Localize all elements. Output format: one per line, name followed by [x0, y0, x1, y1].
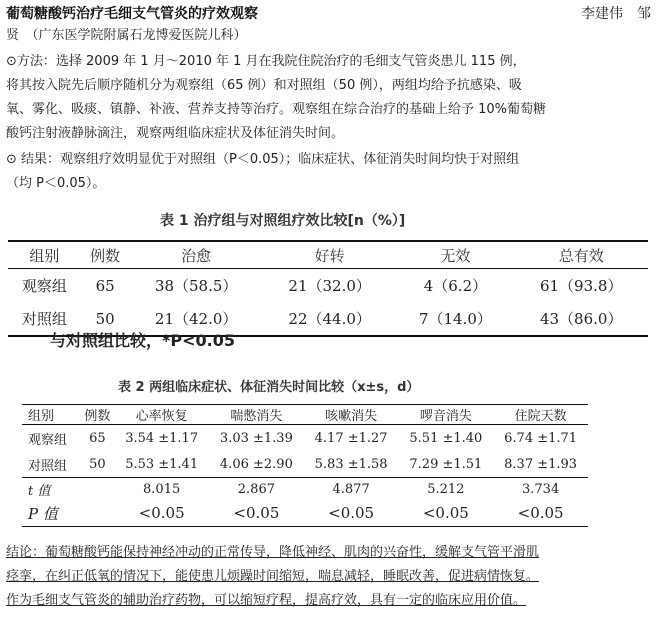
table-cell: 3.54 ±1.17: [125, 430, 199, 446]
table-header-cell: 喘憋消失: [230, 409, 283, 424]
table-header-cell: 住院天数: [514, 409, 567, 424]
table-cell: 5.83 ±1.58: [314, 456, 388, 472]
table-cell: 50: [95, 309, 115, 328]
table-cell: 5.51 ±1.40: [409, 430, 483, 446]
table-cell: 65: [95, 276, 115, 295]
table-header-row: [8, 241, 648, 269]
authors: 李建伟 邹: [581, 6, 651, 22]
table-cell: [80, 478, 114, 501]
table-row: [22, 451, 588, 478]
result-line: ⊙ 结果：观察组疗效明显优于对照组（P＜0.05）；临床症状、体征消失时间均快于对照组: [6, 152, 520, 167]
table-cell: <0.05: [493, 500, 588, 527]
table-cell: 65: [89, 430, 106, 446]
table-header-cell: 好转: [314, 246, 345, 265]
table-cell: 22（44.0）: [288, 310, 371, 328]
table-cell: 2.867: [209, 478, 304, 501]
table-cell: 21（32.0）: [288, 277, 371, 295]
conclusion-line: 作为毛细支气管炎的辅助治疗药物，可以缩短疗程，提高疗效，具有一定的临床应用价值。: [6, 593, 527, 608]
method-line: 氧、雾化、吸痰、镇静、补液、营养支持等治疗。观察组在综合治疗的基础上给予 10%葡萄糖: [6, 102, 547, 117]
table-cell: 6.74 ±1.71: [504, 430, 578, 446]
table-header-cell: 啰音消失: [419, 409, 472, 424]
table-cell: 50: [89, 456, 106, 472]
table-cell: 3.03 ±1.39: [219, 430, 293, 446]
article-title: 葡萄糖酸钙治疗毛细支气管炎的疗效观察: [6, 6, 258, 22]
method-line: 将其按入院先后顺序随机分为观察组（65 例）和对照组（50 例），两组均给予抗感染、吸: [6, 78, 522, 93]
table1-caption: 表 1 治疗组与对照组疗效比较[n（%）]: [160, 213, 406, 229]
table-cell: 4（6.2）: [423, 277, 488, 295]
result-line: （均 P＜0.05）。: [6, 176, 106, 191]
table-cell: <0.05: [304, 500, 399, 527]
table-cell: 5.212: [398, 478, 493, 501]
table-header-cell: 例数: [84, 409, 111, 424]
affiliation: 贤 （广东医学院附属石龙博爱医院儿科）: [6, 28, 247, 43]
table-cell: 38（58.5）: [154, 277, 238, 295]
table-header-row: [22, 405, 588, 425]
table-cell: 21（42.0）: [154, 310, 238, 328]
table-row: [22, 500, 588, 527]
table-header-cell: 例数: [90, 246, 121, 265]
table-cell: [80, 500, 114, 527]
table1: [8, 240, 648, 337]
table-header-cell: 组别: [29, 246, 60, 265]
table-cell: <0.05: [398, 500, 493, 527]
table-cell: t 值: [22, 478, 80, 501]
table-header-cell: 心率恢复: [135, 409, 188, 424]
table-row: [22, 478, 588, 501]
table-cell: 4.877: [304, 478, 399, 501]
table-header-cell: 治愈: [181, 246, 212, 265]
table2: [22, 404, 588, 527]
table1-note: 与对照组比较，*P<0.05: [50, 331, 235, 350]
table-cell: 4.06 ±2.90: [219, 456, 293, 472]
table-cell: <0.05: [209, 500, 304, 527]
table-cell: P 值: [22, 500, 80, 527]
table-cell: 对照组: [28, 458, 68, 474]
table-cell: 8.37 ±1.93: [504, 456, 578, 472]
table-cell: 7（14.0）: [418, 310, 492, 328]
table-header-cell: 总有效: [558, 246, 604, 265]
table-cell: 对照组: [21, 310, 67, 328]
table-cell: 61（93.8）: [539, 277, 623, 295]
conclusion-line: 痉挛，在纠正低氧的情况下，能使患儿烦躁时间缩短，喘息减轻，睡眠改善，促进病情恢复。: [6, 569, 540, 584]
table-cell: <0.05: [114, 500, 209, 527]
table-header-cell: 无效: [440, 246, 471, 265]
table-cell: 5.53 ±1.41: [125, 456, 199, 472]
table-cell: 4.17 ±1.27: [314, 430, 388, 446]
table-row: [8, 269, 648, 303]
table-cell: 观察组: [28, 432, 68, 448]
table-header-cell: 咳嗽消失: [325, 409, 378, 424]
table-cell: 43（86.0）: [539, 310, 623, 328]
table-cell: 7.29 ±1.51: [409, 456, 483, 472]
table-row: [22, 425, 588, 452]
method-line: ⊙方法：选择 2009 年 1 月～2010 年 1 月在我院住院治疗的毛细支气管炎患儿 115 例，: [6, 54, 526, 69]
table2-caption: 表 2 两组临床症状、体征消失时间比较（x±s，d）: [118, 380, 420, 395]
table-header-cell: 组别: [28, 409, 55, 424]
conclusion-line: 结论：葡萄糖酸钙能保持神经冲动的正常传导，降低神经、肌肉的兴奋性，缓解支气管平滑肌: [6, 545, 540, 560]
table-cell: 8.015: [114, 478, 209, 501]
table-cell: 3.734: [493, 478, 588, 501]
method-line: 酸钙注射液静脉滴注，观察两组临床症状及体征消失时间。: [6, 126, 345, 141]
table-cell: 观察组: [21, 277, 67, 295]
